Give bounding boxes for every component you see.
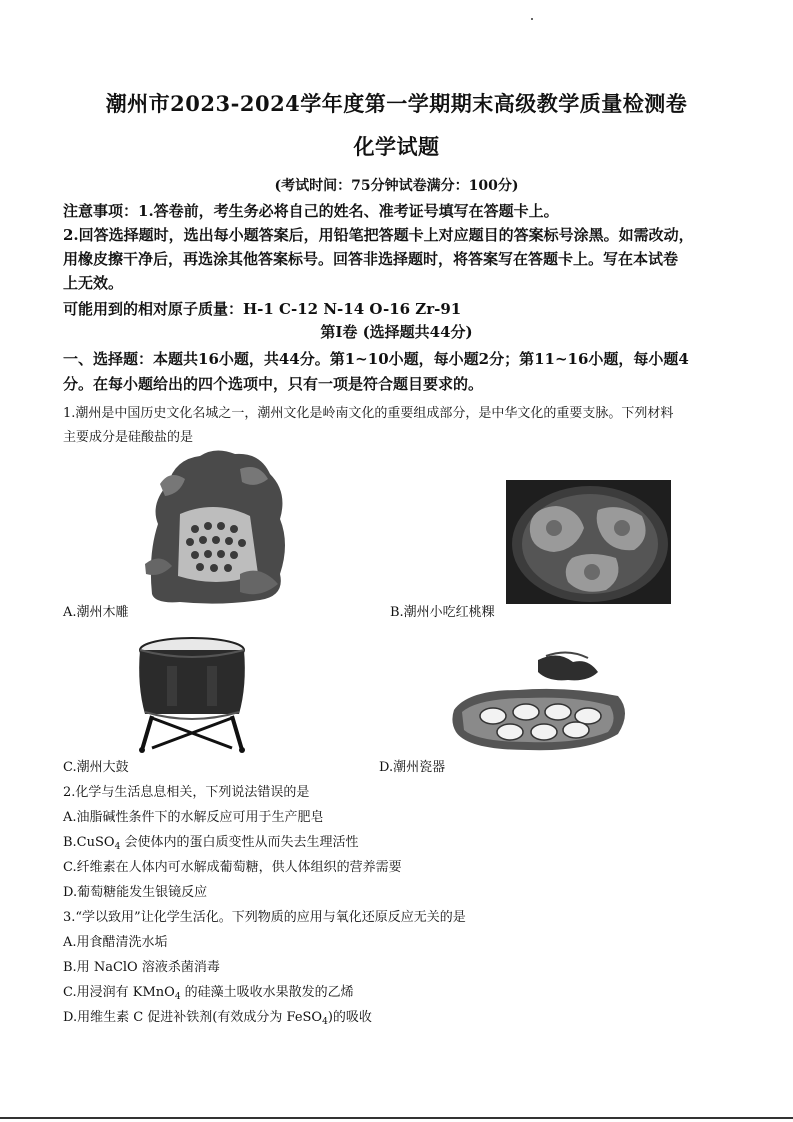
section-desc-2: 分。在每小题给出的四个选项中，只有一项是符合题目要求的。	[63, 375, 484, 393]
q3-option-d: D.用维生素 C 促进补铁剂(有效成分为 FeSO$_4$)的吸收	[63, 1010, 372, 1027]
q1-option-a: A.潮州木雕	[63, 605, 129, 620]
q3-stem: 3.“学以致用”让化学生活化。下列物质的应用与氧化还原反应无关的是	[63, 910, 466, 925]
exam-title: 潮州市2023-2024学年度第一学期期末高级教学质量检测卷	[105, 91, 688, 116]
q2-option-c: C.纤维素在人体内可水解成葡萄糖，供人体组织的营养需要	[63, 860, 402, 875]
peach-cake-image	[506, 480, 671, 604]
q2-option-d: D.葡萄糖能发生银镜反应	[63, 885, 208, 900]
page-bottom-rule	[0, 1117, 793, 1119]
subject-title: 化学试题	[353, 134, 440, 159]
notes-line-2: 2.回答选择题时，选出每小题答案后，用铅笔把答题卡上对应题目的答案标号涂黑。如需改动，	[63, 226, 694, 244]
q1-stem-line-1: 1.潮州是中国历史文化名城之一，潮州文化是岭南文化的重要组成部分，是中华文化的重要支脉。下列材料	[63, 406, 674, 421]
q1-option-c: C.潮州大鼓	[63, 760, 129, 775]
q1-stem-line-2: 主要成分是硅酸盐的是	[63, 430, 194, 445]
notes-line-3: 用橡皮擦干净后，再选涂其他答案标号。回答非选择题时，将答案写在答题卡上。写在本试卷	[63, 250, 679, 268]
porcelain-image	[448, 650, 632, 754]
q2-option-a: A.油脂碱性条件下的水解反应可用于生产肥皂	[63, 810, 324, 825]
drum-image	[137, 636, 247, 754]
q1-option-b: B.潮州小吃红桃粿	[390, 605, 495, 620]
q3-option-a: A.用食醋清洗水垢	[63, 935, 168, 950]
q3-option-b: B.用 NaClO 溶液杀菌消毒	[63, 960, 220, 975]
notes-line-1: 注意事项：1.答卷前，考生务必将自己的姓名、准考证号填写在答题卡上。	[63, 202, 559, 220]
q2-option-b: B.CuSO$_4$ 会使体内的蛋白质变性从而失去生理活性	[63, 835, 359, 852]
section-title: 第Ⅰ卷 (选择题共44分)	[320, 323, 473, 341]
exam-info: (考试时间：75分钟试卷满分：100分)	[274, 178, 519, 194]
q2-stem: 2.化学与生活息息相关，下列说法错误的是	[63, 785, 310, 800]
q1-option-d: D.潮州瓷器	[379, 760, 446, 775]
section-desc-1: 一、选择题：本题共16小题，共44分。第1~10小题，每小题2分；第11~16小题，每小题4	[63, 350, 689, 368]
scan-speck	[531, 18, 533, 20]
atomic-mass-line: 可能用到的相对原子质量：H-1 C-12 N-14 O-16 Zr-91	[63, 300, 462, 318]
notes-line-4: 上无效。	[63, 274, 124, 292]
wood-carving-image	[140, 444, 290, 606]
q3-option-c: C.用浸润有 KMnO$_4$ 的硅藻土吸收水果散发的乙烯	[63, 985, 354, 1002]
